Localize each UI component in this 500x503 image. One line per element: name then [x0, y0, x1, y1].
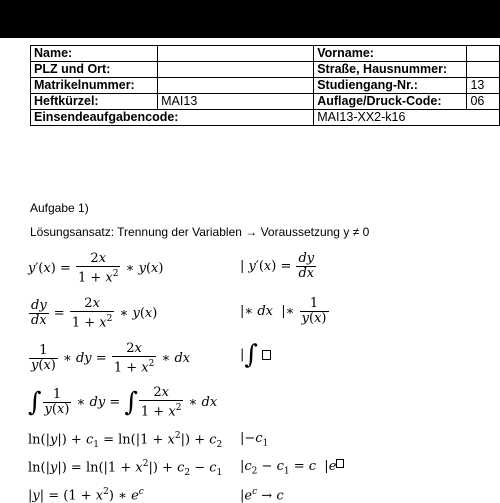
equation-step-7: $|e^c \to c$	[240, 487, 284, 503]
equation-step-5: $|-c_1$	[240, 431, 269, 449]
equation-line-2: $\frac{dy}{dx}$ = $\frac{2x}{1 + x^2}$ ∗ y(x)	[31, 296, 158, 331]
matrikel-label: Matrikelnummer:	[31, 78, 158, 94]
header-form-table	[30, 45, 500, 126]
form-row	[31, 46, 500, 62]
name-field[interactable]	[158, 46, 314, 62]
aufgabe-title: Aufgabe 1)	[30, 201, 89, 215]
equation-line-4: ∫ $\frac{1}{y(x)}$ ∗ dy = ∫ $\frac{2x}{1 + x^2}$ ∗ dx	[28, 385, 218, 420]
vorname-field[interactable]	[467, 46, 500, 62]
equation-line-7: $|y| = (1 + x^2)$ ∗ $e^c$	[28, 487, 144, 503]
equation-step-6: $|c_2 - c_1 = c$ |e	[240, 459, 344, 477]
plz-field[interactable]	[158, 62, 314, 78]
top-black-bar	[0, 0, 500, 38]
placeholder-box-icon	[336, 459, 344, 468]
equation-line-3: $\frac{1}{y(x)}$ ∗ dy = $\frac{2x}{1 + x^2}$ ∗ dx	[31, 341, 191, 376]
equation-line-1: y′(x) = $\frac{2x}{1 + x^2}$ ∗ y(x)	[28, 251, 164, 286]
auflage-value: 06	[467, 94, 500, 110]
studiengang-value: 13	[467, 78, 500, 94]
form-row	[31, 110, 500, 126]
equation-step-2: |∗ dx |∗ $\frac{1}{y(x)}$	[240, 296, 327, 326]
matrikel-field[interactable]	[158, 78, 314, 94]
heft-label: Heftkürzel:	[31, 94, 158, 110]
studiengang-label: Studiengang-Nr.:	[314, 78, 467, 94]
einsende-value: MAI13-XX2-k16	[314, 110, 500, 126]
ansatz-text: Lösungsansatz: Trennung der Variablen → Voraussetzung y ≠ 0	[30, 225, 370, 239]
strasse-field[interactable]	[467, 62, 500, 78]
vorname-label: Vorname:	[314, 46, 467, 62]
placeholder-box-icon	[262, 350, 271, 360]
equation-line-6: $\ln(|y|) = \ln(|1 + x^2|) + c_2 - c_1$	[28, 459, 223, 478]
name-label: Name:	[31, 46, 158, 62]
equation-step-3: |∫	[240, 345, 271, 365]
equation-step-1: | y′(x) = $\frac{dy}{dx}$	[240, 251, 315, 281]
form-row	[31, 94, 500, 110]
equation-line-5: $\ln(|y|) + c_1 = \ln(|1 + x^2|) + c_2$	[28, 431, 223, 450]
form-row	[31, 78, 500, 94]
form-row	[31, 62, 500, 78]
heft-value: MAI13	[158, 94, 314, 110]
einsende-label: Einsendeaufgabencode:	[31, 110, 314, 126]
strasse-label: Straße, Hausnummer:	[314, 62, 467, 78]
plz-label: PLZ und Ort:	[31, 62, 158, 78]
auflage-label: Auflage/Druck-Code:	[314, 94, 467, 110]
